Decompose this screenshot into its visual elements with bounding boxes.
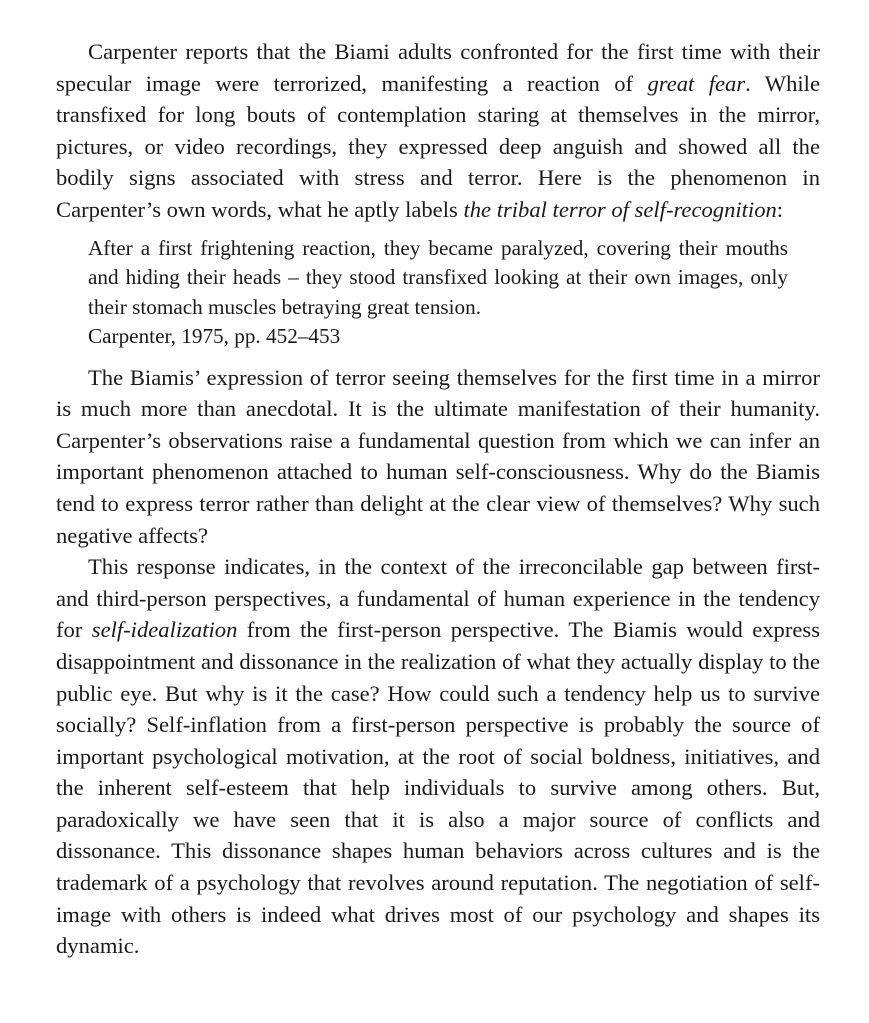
quote-text: After a first frightening reaction, they became paralyzed, covering their mouths and hiding their heads – they stood transfixed looking at their own images, only their stomach muscles betraying great tension. bbox=[88, 235, 788, 319]
quote-citation: Carpenter, 1975, pp. 452–453 bbox=[88, 324, 341, 349]
paragraph-3-text-a: This response indicates, in the context of the irreconcilable gap between first- and third-person perspectives, a fundamental of human experience in the tendency for bbox=[56, 554, 820, 643]
document-page bbox=[56, 36, 820, 962]
paragraph-3-emphasis-self-idealization: self-idealization bbox=[91, 617, 238, 643]
paragraph-1-text-b: . While transfixed for long bouts of contemplation staring at themselves in the mirror, pictures, or video recordings, they expressed deep anguish and showed all the bodily signs associated with stress and terror. Here is the phenomenon in Carpenter’s own words, what he aptly labels bbox=[56, 70, 820, 222]
paragraph-1-text-a: Carpenter reports that the Biami adults confronted for the first time with their specular image were terrorized, manifesting a reaction of bbox=[56, 39, 820, 96]
paragraph-3-text-b: from the first-person perspective. The Biamis would express disappointment and dissonance in the realization of what they actually display to the public eye. But why is it the case? How could such a tendency help us to survive socially? Self-inflation from a first-person perspective is probably the source of important psychological motivation, at the root of social boldness, initiatives, and the inherent self-esteem that help individuals to survive among others. But, paradoxically we have seen that it is also a major source of conflicts and dissonance. This dissonance shapes human behaviors across cultures and is the trademark of a psychology that revolves around reputation. The negotiation of self-image with others is indeed what drives most of our psychology and shapes its dynamic. bbox=[56, 617, 820, 959]
paragraph-1-emphasis-tribal-terror: the tribal terror of self-recognition bbox=[463, 196, 777, 222]
block-quote bbox=[88, 234, 788, 352]
paragraph-3 bbox=[56, 551, 820, 962]
paragraph-1-emphasis-great-fear: great fear bbox=[647, 70, 746, 96]
paragraph-1-text-c: : bbox=[776, 196, 784, 222]
paragraph-1 bbox=[56, 36, 820, 226]
paragraph-2: The Biamis’ expression of terror seeing themselves for the first time in a mirror is much more than anecdotal. It is the ultimate manifestation of their humanity. Carpenter’s observations raise a fundamental question from which we can infer an important phenomenon attached to human self-consciousness. Why do the Biamis tend to express terror rather than delight at the clear view of themselves? Why such negative affects? bbox=[56, 364, 820, 548]
